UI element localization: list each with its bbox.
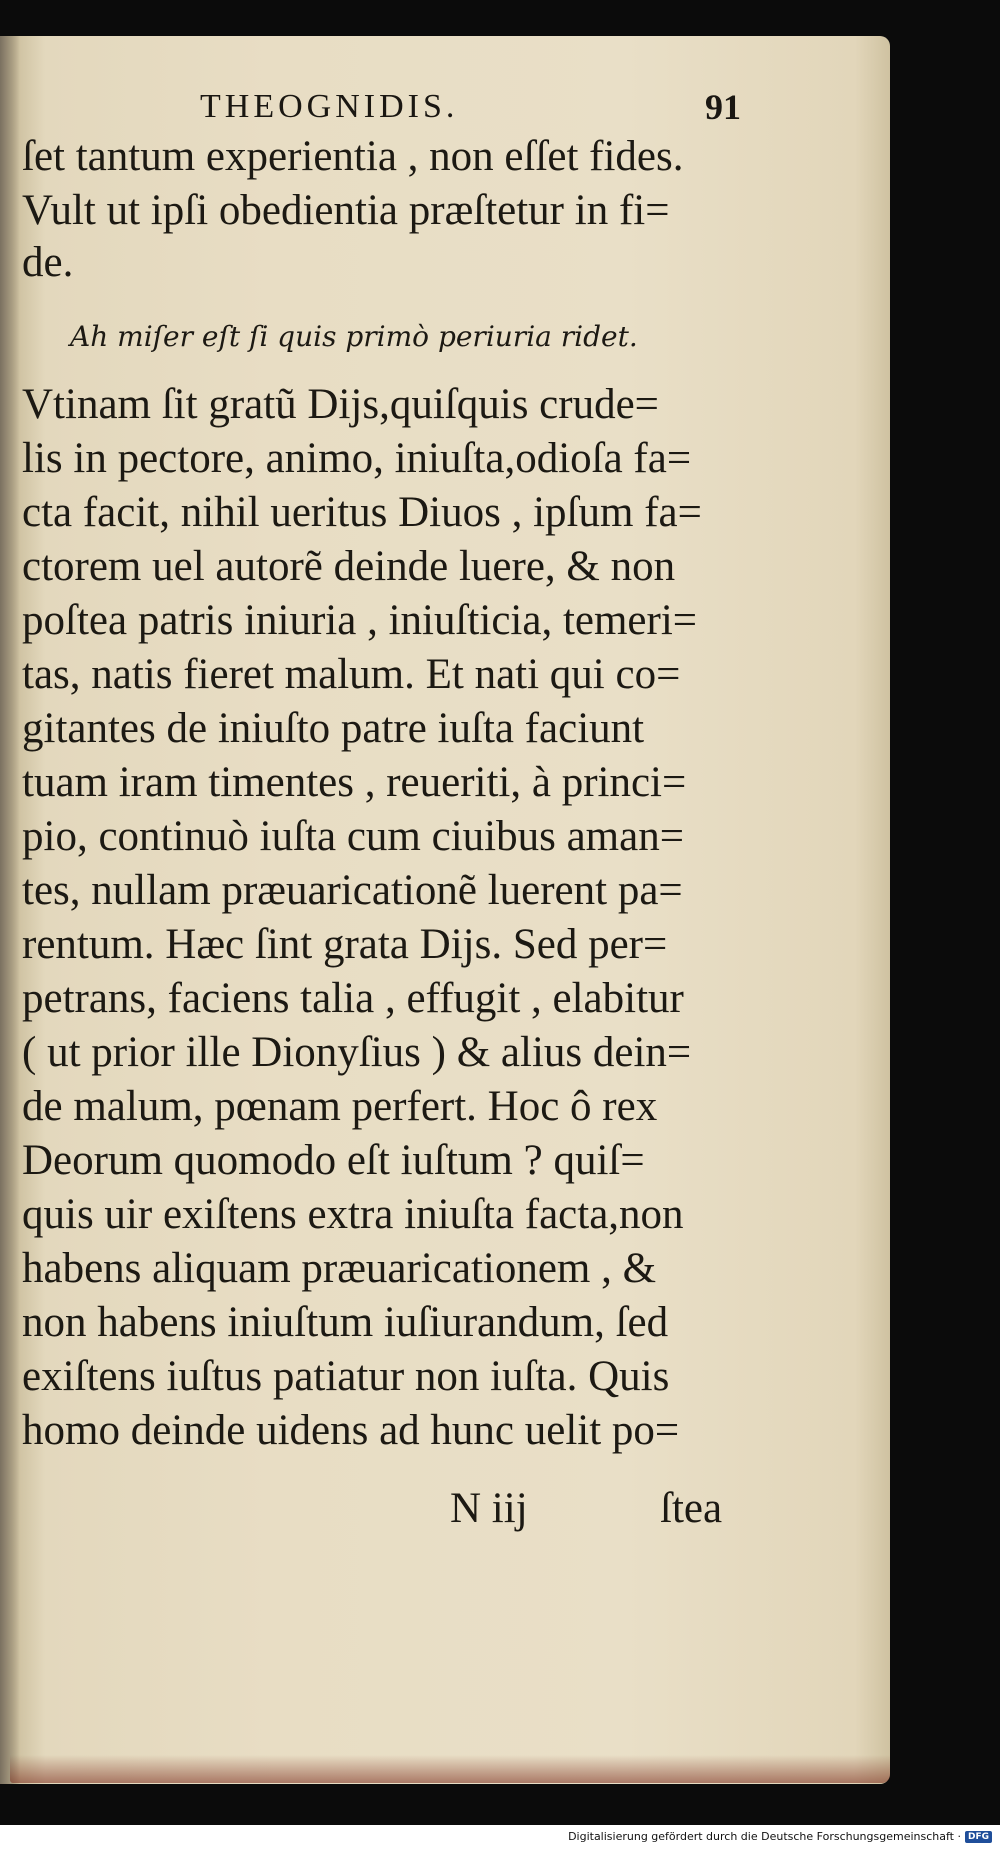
running-head: THEOGNIDIS.	[200, 88, 459, 125]
signature-mark: N iij	[450, 1485, 528, 1532]
text-line: quis uir exiſtens extra iniuſta facta,non	[22, 1191, 684, 1238]
text-line: rentum. Hæc ſint grata Dijs. Sed per=	[22, 921, 668, 968]
text-line: de malum, pœnam perfert. Hoc ô rex	[22, 1083, 658, 1130]
page-gutter	[0, 36, 20, 1784]
digitization-credit	[568, 1830, 992, 1843]
text-line: exiſtens iuſtus patiatur non iuſta. Quis	[22, 1353, 670, 1400]
text-line: Vtinam ſit gratũ Dijs,quiſquis crude=	[22, 381, 659, 428]
text-line: cta facit, nihil ueritus Diuos , ipſum fa=	[22, 489, 702, 536]
text-line: Deorum quomodo eſt iuſtum ? quiſ=	[22, 1137, 645, 1184]
text-line: lis in pectore, animo, iniuſta,odioſa fa=	[22, 435, 692, 482]
text-line: tes, nullam præuaricationẽ luerent pa=	[22, 867, 683, 914]
text-line: ( ut prior ille Dionyſius ) & alius dein=	[22, 1029, 692, 1076]
text-line: Vult ut ipſi obedientia præſtetur in fi=	[22, 187, 670, 234]
text-line: habens aliquam præuaricationem , &	[22, 1245, 657, 1292]
text-line: homo deinde uidens ad hunc uelit po=	[22, 1407, 680, 1454]
italic-heading: Ah miſer eſt ſi quis primò periuria ridet.	[70, 320, 638, 353]
text-line: de.	[22, 239, 74, 286]
dfg-logo-icon: DFG	[965, 1831, 992, 1843]
text-line: pio, continuò iuſta cum ciuibus aman=	[22, 813, 684, 860]
text-line: non habens iniuſtum iuſiurandum, ſed	[22, 1299, 669, 1346]
text-line: tas, natis fieret malum. Et nati qui co=	[22, 651, 681, 698]
page-edge-shadow	[10, 1755, 890, 1783]
text-line: poſtea patris iniuria , iniuſticia, temeri=	[22, 597, 698, 644]
text-line: ctorem uel autorẽ deinde luere, & non	[22, 543, 676, 590]
text-line: tuam iram timentes , reueriti, à princi=	[22, 759, 687, 806]
credit-text: Digitalisierung gefördert durch die Deutsche Forschungsgemeinschaft ·	[568, 1830, 961, 1843]
page-number: 91	[705, 87, 741, 127]
text-line: gitantes de iniuſto patre iuſta faciunt	[22, 705, 645, 752]
catchword: ſtea	[660, 1485, 723, 1532]
text-line: petrans, faciens talia , effugit , elabitur	[22, 975, 684, 1022]
text-line: ſet tantum experientia , non eſſet fides.	[22, 133, 684, 180]
